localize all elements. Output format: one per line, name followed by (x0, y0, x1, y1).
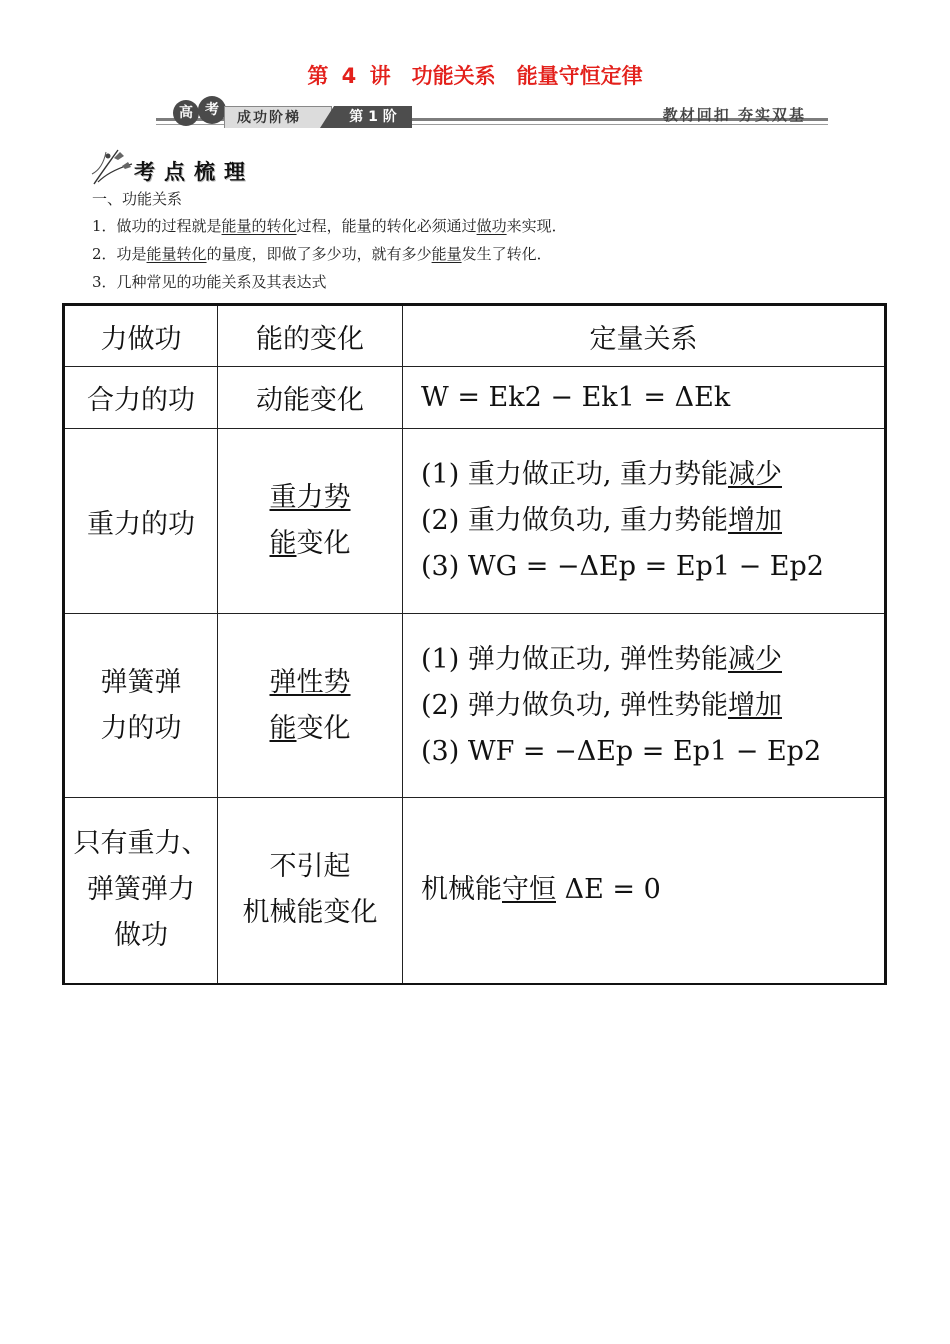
text: (2) 重力做负功, 重力势能 (421, 505, 728, 536)
header-energy-change: 能的变化 (218, 305, 403, 367)
header-force-work: 力做功 (64, 305, 218, 367)
text: 做功 (114, 920, 168, 952)
cell-force: 重力的功 (64, 429, 218, 614)
text: 2．功是 (92, 245, 147, 263)
page-title: 第 4 讲 功能关系 能量守恒定律 (307, 64, 643, 88)
table-row (64, 429, 886, 614)
blank-answer: 增加 (728, 505, 782, 536)
cell-change (218, 614, 403, 798)
blank-answer: 弹性势 (269, 666, 351, 698)
blank-answer: 能量 (431, 245, 462, 263)
section-heading-char: 点 (164, 159, 185, 184)
list-item-1 (92, 215, 567, 236)
text: 来实现． (506, 217, 567, 235)
blank-answer: 能量转化 (146, 245, 207, 263)
text: (2) 弹力做负功, 弹性势能 (421, 689, 728, 721)
text: 只有重力、 (73, 828, 209, 860)
table-header-row (64, 305, 886, 367)
text: 过程，能量的转化必须通过 (296, 217, 477, 235)
orchid-icon (88, 144, 136, 188)
table-row (64, 614, 886, 798)
subheading: 一、功能关系 (92, 190, 183, 208)
list-item-3: 3．几种常见的功能关系及其表达式 (92, 273, 327, 291)
section-heading-char: 考 (134, 159, 155, 184)
blank-answer: 增加 (728, 689, 782, 721)
banner-right-label: 教材回扣 夯实双基 (662, 106, 806, 124)
blank-answer: 能 (269, 528, 297, 559)
cell-formula (403, 798, 886, 984)
list-item-2 (92, 243, 552, 264)
text: 弹簧弹 (100, 666, 182, 698)
text: 变化 (296, 712, 351, 744)
blank-answer: 做功 (476, 217, 507, 235)
banner-stage-label: 第 1 阶 (334, 106, 412, 128)
section-heading-char: 梳 (194, 159, 215, 184)
cell-change: 动能变化 (218, 367, 403, 429)
banner-steps-label: 成功阶梯 (224, 106, 332, 128)
banner-badge-kao: 考 (198, 96, 226, 124)
blank-answer: 能量的转化 (221, 217, 297, 235)
cell-formula: W = Ek2 − Ek1 = ΔEk (403, 367, 886, 429)
text: 的量度，即做了多少功，就有多少 (206, 245, 432, 263)
cell-formula (403, 429, 886, 614)
text: 不引起 (269, 851, 351, 883)
function-energy-table (62, 303, 887, 985)
cell-force: 合力的功 (64, 367, 218, 429)
blank-answer: 重力势 (269, 482, 351, 513)
cell-change (218, 798, 403, 984)
table-row (64, 367, 886, 429)
text: 力的功 (100, 712, 182, 744)
stage-banner (156, 98, 828, 134)
text: 1．做功的过程就是 (92, 217, 222, 235)
cell-formula (403, 614, 886, 798)
table-row (64, 798, 886, 984)
section-heading (134, 156, 254, 186)
text: 机械能变化 (242, 897, 378, 929)
text: (1) 弹力做正功, 弹性势能 (421, 643, 728, 675)
formula-line: (3) WF = −ΔEp = Ep1 − Ep2 (421, 735, 822, 767)
text: 发生了转化． (461, 245, 552, 263)
formula-line: (3) WG = −ΔEp = Ep1 − Ep2 (421, 551, 824, 582)
cell-force (64, 614, 218, 798)
blank-answer: 减少 (728, 459, 782, 490)
text: 变化 (296, 528, 351, 559)
header-quantitative-relation: 定量关系 (403, 305, 886, 367)
text: ΔE = 0 (564, 874, 661, 906)
blank-answer: 减少 (728, 643, 782, 675)
text: 弹簧弹力 (87, 874, 195, 906)
text: 机械能 (421, 874, 502, 906)
banner-badge-gao: 高 (173, 100, 199, 126)
cell-change (218, 429, 403, 614)
text: (1) 重力做正功, 重力势能 (421, 459, 728, 490)
blank-answer: 能 (269, 712, 297, 744)
blank-answer: 守恒 (502, 874, 556, 906)
cell-force (64, 798, 218, 984)
section-heading-char: 理 (224, 159, 245, 184)
